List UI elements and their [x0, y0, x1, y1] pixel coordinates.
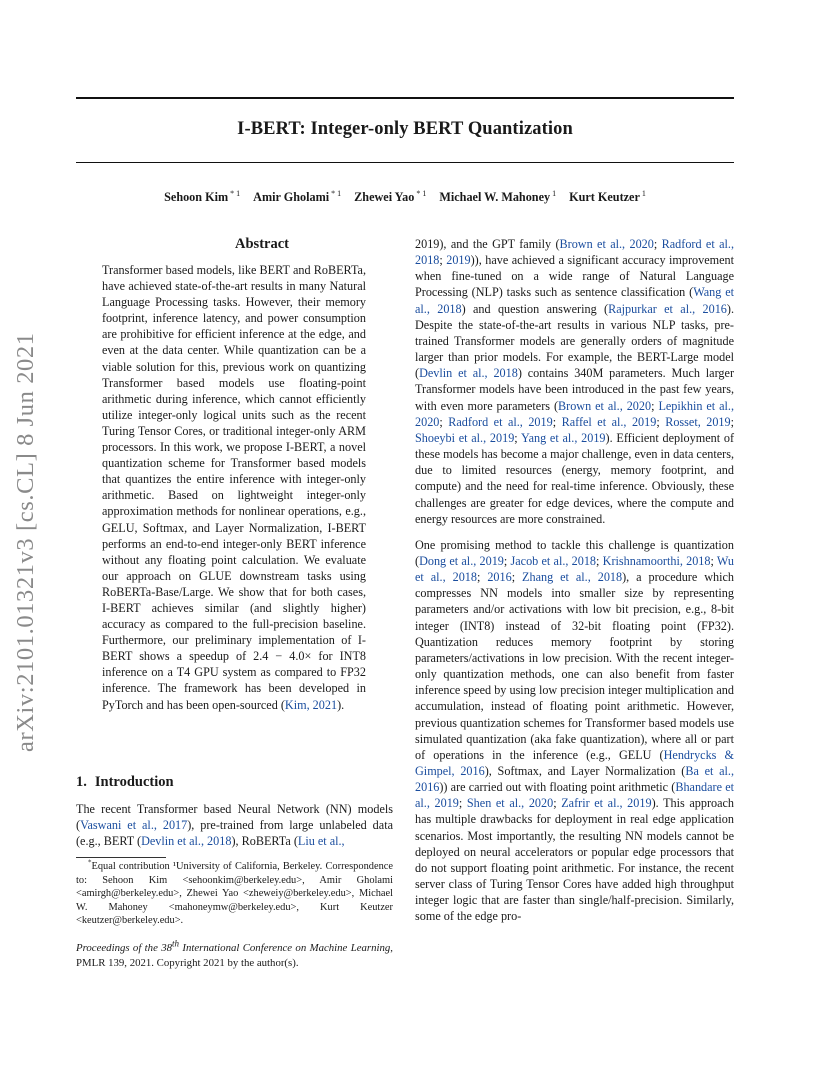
citation-link[interactable]: Bhandare et al., 2019 [415, 780, 735, 811]
citation-link[interactable]: 2016 [487, 570, 512, 585]
citation-link[interactable]: Brown et al., 2020 [559, 237, 654, 251]
abstract-heading: Abstract [235, 236, 289, 252]
citation-link[interactable]: 2019 [446, 253, 471, 268]
intro-paragraph-continued [415, 236, 734, 527]
footnote-marker: * [88, 858, 92, 867]
paragraph-text: ). Efficient deployment of these models has become a major challenge, even in data centers, due to limited resources (energy, memory footprint, and compute) and the need for real-time inference. Obviously, these challenges are greater for edge devices, where the compute and energy resources are more constrained. [415, 430, 734, 526]
citation-link[interactable]: Raffel et al., 2019 [561, 414, 657, 429]
abstract-end-text: ). [337, 697, 345, 712]
paragraph-text: ; [503, 553, 511, 568]
citation-link[interactable]: Zhang et al., 2018 [522, 570, 623, 585]
intro-paragraph-quantization [415, 537, 734, 925]
author [439, 190, 556, 204]
author [164, 190, 240, 204]
paragraph-text: ), a procedure which compresses NN models into smaller size by representing parameters and/or activations with low bit precision, e.g., 8-bit integer (INT8) instead of 32-bit floating point (FP32). Quantization reduces memory footprint by storing parameters/activations in low precision. With the recent integer-only quantization methods, one can also benefit from faster inference speed by using low precision integer multiplication and accumulation, instead of floating point arithmetic. However, previous quantization schemes for Transformer based models use simulated quantization (aka fake quantization), where all or part of operations in the inference (e.g., GELU ( [415, 570, 734, 762]
paragraph-text: ; [596, 553, 603, 568]
arxiv-identifier-stamp: arXiv:2101.01321v3 [cs.CL] 8 Jun 2021 [12, 332, 39, 752]
author-name: Zhewei Yao [354, 190, 415, 204]
citation-link[interactable]: Shen et al., 2020 [466, 796, 554, 811]
paragraph-text: ; [553, 796, 562, 811]
paragraph-text: ; [511, 570, 523, 585]
citation-link[interactable]: Radford et al., 2019 [448, 414, 553, 429]
citation-link[interactable]: Zafrir et al., 2019 [561, 796, 652, 811]
citation-link[interactable]: Brown et al., 2020 [558, 398, 652, 413]
citation-link[interactable]: Kim, 2021 [284, 697, 338, 712]
paragraph-text: ; [656, 414, 666, 429]
paragraph-text: ; [458, 796, 467, 811]
abstract-text [102, 262, 366, 713]
citation-link[interactable]: Wang et al., 2018 [415, 285, 734, 316]
citation-link[interactable]: Rajpurkar et al., 2016 [608, 301, 727, 316]
citation-link[interactable]: Jacob et al., 2018 [510, 553, 597, 568]
author-name: Sehoon Kim [164, 190, 229, 204]
author-name: Kurt Keutzer [569, 190, 640, 204]
citation-link[interactable]: Devlin et al., 2018 [419, 366, 518, 381]
paragraph-text: 2019 [415, 237, 440, 251]
paragraph-text: One promising method to tackle this challenge is quantization ( [415, 537, 734, 568]
paragraph-text: ) contains 340M parameters. Much larger Transformer models have been introduced in the past few years, with even more parameters ( [415, 366, 734, 413]
paragraph-text: )), have achieved a significant accuracy improvement when fine-tuned on a wide range of Natural Language Processing (NLP) tasks such as sentence classification ( [415, 253, 735, 300]
author-list [76, 190, 734, 205]
citation-link[interactable]: Liu et al., [297, 834, 345, 849]
citation-link[interactable]: Wu et al., 2018 [415, 553, 735, 585]
citation-link[interactable]: Yang et al., 2019 [521, 430, 606, 445]
paragraph-text: ; [514, 430, 521, 445]
citation-link[interactable]: Devlin et al., 2018 [141, 834, 232, 849]
intro-text: ), pre-trained from large unlabeled data (e.g., BERT ( [76, 818, 393, 849]
citation-link[interactable]: Krishnamoorthi, 2018 [602, 553, 711, 568]
author-affiliation-marks: * 1 [230, 188, 241, 198]
section-heading-introduction [76, 774, 174, 791]
footnote-text: Equal contribution ¹University of California, Berkeley. Correspondence to: Sehoon Kim <sehoonkim@berkeley.edu>, Amir Gholami <amirgh@berkeley.edu>, Zhewei Yao <zheweiy@berkeley.edu>, Michael W. Mahoney <mahoneymw@berkeley.edu>, Kurt Keutzer <keutzer@berkeley.edu>. [76, 861, 393, 927]
author-name: Amir Gholami [253, 190, 330, 204]
section-title: Introduction [94, 774, 174, 790]
abstract-body-text: Transformer based models, like BERT and RoBERTa, have achieved state-of-the-art results in many Natural Language Processing tasks. However, their memory footprint, inference latency, and power consumption are prohibitive for efficient inference at the edge, and even at the data center. While quantization can be a viable solution for this, previous work on quantizing Transformer based models use floating-point arithmetic during inference, which cannot efficiently utilize integer-only logical units such as the recent Turing Tensor Cores, or traditional integer-only ARM processors. In this work, we propose I-BERT, a novel quantization scheme for Transformer based models that quantizes the entire inference with integer-only arithmetic. Based on lightweight integer-only approximation methods for nonlinear operations, e.g., GELU, Softmax, and Layer Normalization, I-BERT performs an end-to-end integer-only BERT inference without any floating point calculation. We evaluate our approach on GLUE downstream tasks using RoBERTa-Base/Large. We show that for both cases, I-BERT achieves similar (and slightly higher) accuracy as compared to the full-precision baseline. Furthermore, our preliminary implementation of I-BERT shows a speedup of 2.4 − 4.0× for INT8 inference on a T4 GPU system as compared to FP32 inference. The framework has been developed in PyTorch and has been open-sourced ( [102, 263, 366, 712]
affiliation-footnote [76, 860, 393, 928]
paragraph-text: ; [730, 414, 735, 429]
paragraph-text: ; [476, 570, 488, 585]
citation-link[interactable]: Rosset, 2019 [665, 414, 731, 429]
author-name: Michael W. Mahoney [439, 190, 551, 204]
citation-link[interactable]: Shoeybi et al., 2019 [415, 430, 515, 445]
paragraph-text: ; [552, 414, 562, 429]
citation-link[interactable]: Lepikhin et al., 2020 [415, 398, 735, 429]
citation-link[interactable]: Vaswani et al., 2017 [80, 818, 188, 833]
author-affiliation-marks: 1 [552, 188, 557, 198]
citation-link[interactable]: Radford et al., 2018 [415, 237, 734, 268]
proceedings-copyright: , PMLR 139, 2021. Copyright 2021 by the author(s). [76, 942, 393, 969]
author-affiliation-marks: 1 [641, 188, 646, 198]
paragraph-text: ; [439, 253, 447, 268]
section-number: 1. [76, 774, 87, 790]
paragraph-text: ; [653, 237, 662, 251]
paragraph-text: ), Softmax, and Layer Normalization ( [484, 764, 686, 778]
citation-link[interactable]: Hendrycks & Gimpel, 2016 [415, 747, 734, 778]
author-affiliation-marks: * 1 [331, 188, 342, 198]
title-bottom-rule [76, 162, 734, 163]
author [354, 190, 426, 204]
paragraph-text: ). Despite the state-of-the-art results in various NLP tasks, pre-trained Transformer models are generally orders of magnitude larger than prior models. For example, the BERT-Large model ( [415, 301, 734, 381]
intro-text: ), RoBERTa ( [231, 834, 298, 849]
paper-title: I-BERT: Integer-only BERT Quantization [237, 119, 573, 139]
paragraph-text: ). This approach has multiple drawbacks for deployment in real edge application scenarios. Most importantly, the resulting NN models cannot be deployed on neural accelerators or popular edge processors that do not support floating point arithmetic. For instance, the recent server class of Turing Tensor Cores have added high throughput integer logic that are faster than single/half-precision. Similarly, some of the edge pro- [415, 796, 735, 924]
right-column [415, 236, 734, 925]
title-top-rule [76, 97, 734, 99]
proceedings-note [76, 938, 393, 970]
introduction-paragraph [76, 801, 393, 850]
proceedings-venue: Proceedings of the 38th International Conference on Machine Learning [76, 938, 391, 954]
citation-link[interactable]: Dong et al., 2019 [419, 553, 504, 568]
paragraph-text: ) and question answering ( [461, 301, 609, 316]
paragraph-text: ), and the GPT family ( [439, 237, 560, 251]
paragraph-text: ; [439, 414, 449, 429]
author [253, 190, 341, 204]
paragraph-text: ; [651, 398, 659, 413]
citation-link[interactable]: Ba et al., 2016 [415, 764, 735, 795]
author-affiliation-marks: * 1 [416, 188, 427, 198]
intro-text: The recent Transformer based Neural Network (NN) models ( [76, 802, 393, 833]
paragraph-text: ; [710, 553, 717, 568]
paragraph-text: )) are carried out with floating point arithmetic ( [439, 780, 676, 795]
author [569, 190, 646, 204]
